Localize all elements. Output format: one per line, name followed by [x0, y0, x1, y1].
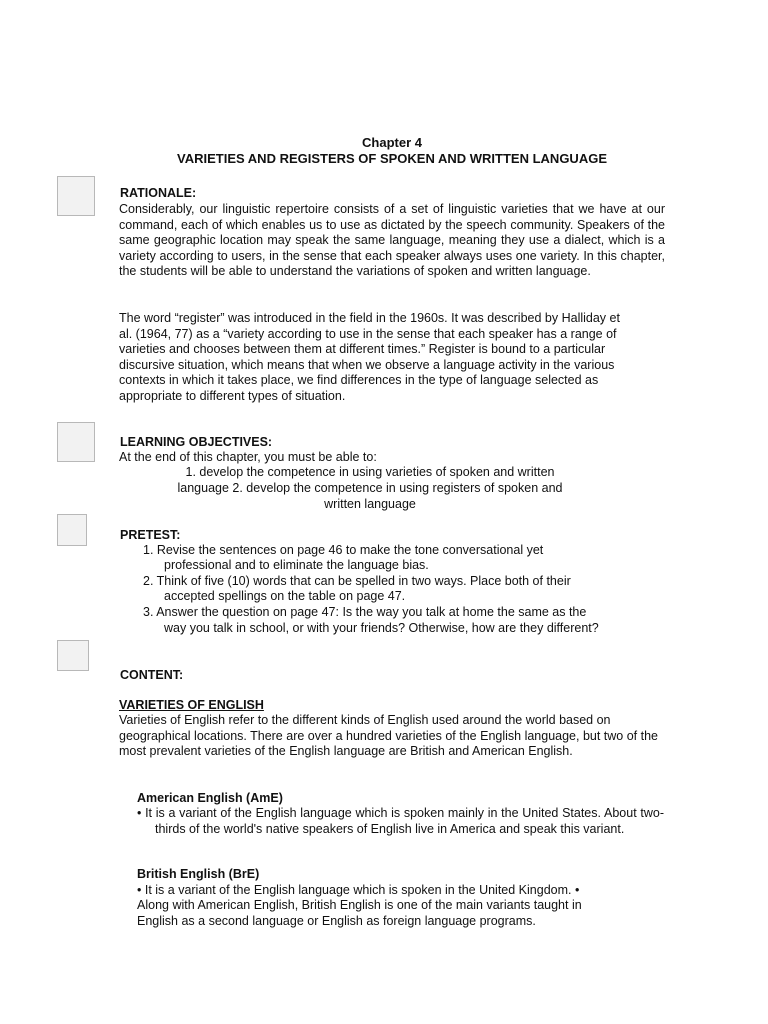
ame-heading: American English (AmE) — [137, 791, 283, 805]
section-marker-box — [57, 514, 87, 546]
bre-line-1: • It is a variant of the English language which is spoken in the United Kingdom. • — [137, 883, 580, 897]
pretest-item-3: 3. Answer the question on page 47: Is the way you talk at home the same as the — [143, 605, 587, 619]
pretest-item-1: 1. Revise the sentences on page 46 to make the tone conversational yet — [143, 543, 544, 557]
rationale-paragraph-1: Considerably, our linguistic repertoire consists of a set of linguistic varieties that we have at our command, each of which enables us to use as dictated by the speech community. Speakers of the same geographic location may speak the same language, meaning they use a dialect, which is a variety according to users, in the sense that each speaker always uses one variety. In this chapter, the students will be able to understand the variations of spoken and written language. — [119, 202, 665, 278]
ame-text: • It is a variant of the English language which is spoken mainly in the United States. About two-thirds of the world's native speakers of English live in America and speak this variant. — [137, 806, 664, 836]
bre-line-2: Along with American English, British English is one of the main variants taught in — [137, 898, 582, 912]
pretest-item-2-cont: accepted spellings on the table on page 47. — [164, 589, 406, 603]
chapter-number: Chapter 4 — [362, 135, 422, 150]
bre-heading: British English (BrE) — [137, 867, 260, 881]
objectives-heading: LEARNING OBJECTIVES: — [120, 435, 273, 449]
chapter-title: VARIETIES AND REGISTERS OF SPOKEN AND WRITTEN LANGUAGE — [177, 151, 607, 166]
objective-line-1: 1. develop the competence in using varieties of spoken and written — [185, 465, 555, 479]
pretest-heading: PRETEST: — [120, 528, 181, 542]
rationale-paragraph-2: The word “register” was introduced in the field in the 1960s. It was described by Halliday et al. (1964, 77) as a “variety according to use in the sense that each speaker has a range of varieties and chooses between them at different times.” Register is bound to a particular discursive situation, which means that when we observe a language activity in the various contexts in which it takes place, we find differences in the type of language selected as appropriate to different types of situation. — [119, 311, 620, 403]
section-marker-box — [57, 176, 95, 216]
objective-line-2: language 2. develop the competence in using registers of spoken and — [177, 481, 563, 495]
objectives-intro: At the end of this chapter, you must be able to: — [119, 450, 377, 464]
section-marker-box — [57, 640, 89, 671]
section-marker-box — [57, 422, 95, 462]
pretest-item-3-cont: way you talk in school, or with your friends? Otherwise, how are they different? — [164, 621, 599, 635]
bre-line-3: English as a second language or English as foreign language programs. — [137, 914, 536, 928]
ame-paragraph — [137, 806, 664, 837]
objective-line-3: written language — [324, 497, 416, 511]
varieties-paragraph: Varieties of English refer to the different kinds of English used around the world based on geographical locations. There are over a hundred varieties of the English language, but two of the most prevalent varieties of the English language are British and American English. — [119, 713, 659, 758]
content-heading: CONTENT: — [120, 668, 184, 682]
rationale-heading: RATIONALE: — [120, 186, 197, 200]
pretest-item-2: 2. Think of five (10) words that can be spelled in two ways. Place both of their — [143, 574, 571, 588]
pretest-item-1-cont: professional and to eliminate the language bias. — [164, 558, 429, 572]
varieties-heading: VARIETIES OF ENGLISH — [119, 698, 264, 712]
